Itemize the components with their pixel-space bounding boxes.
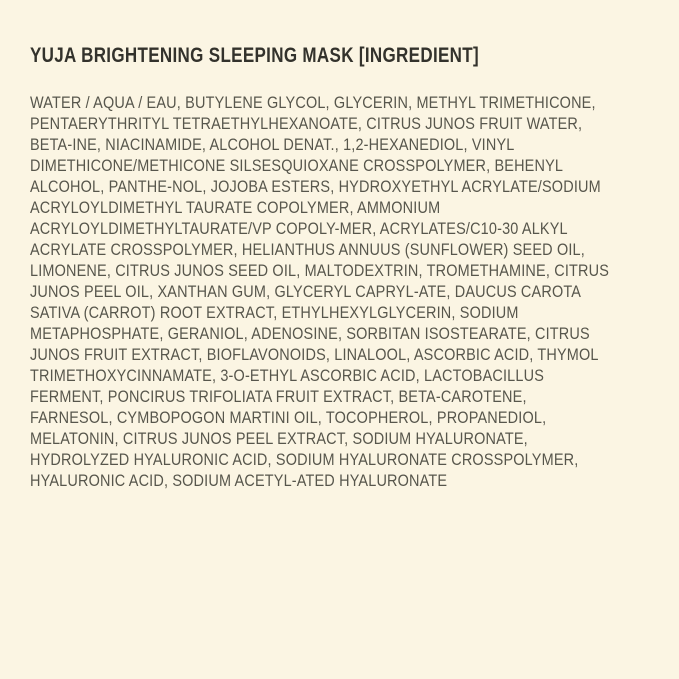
ingredient-line: JUNOS PEEL OIL, XANTHAN GUM, GLYCERYL CAPRYL-ATE, DAUCUS CAROTA bbox=[30, 282, 582, 301]
ingredient-line: JUNOS FRUIT EXTRACT, BIOFLAVONOIDS, LINALOOL, ASCORBIC ACID, THYMOL bbox=[30, 345, 599, 364]
ingredient-line: ACRYLOYLDIMETHYL TAURATE COPOLYMER, AMMONIUM bbox=[30, 198, 441, 217]
ingredient-line: FARNESOL, CYMBOPOGON MARTINI OIL, TOCOPHEROL, PROPANEDIOL, bbox=[30, 408, 547, 427]
ingredient-line: ACRYLATE CROSSPOLYMER, HELIANTHUS ANNUUS (SUNFLOWER) SEED OIL, bbox=[30, 240, 585, 259]
ingredient-line: FERMENT, PONCIRUS TRIFOLIATA FRUIT EXTRACT, BETA-CAROTENE, bbox=[30, 387, 527, 406]
ingredient-line: BETA-INE, NIACINAMIDE, ALCOHOL DENAT., 1,2-HEXANEDIOL, VINYL bbox=[30, 135, 515, 154]
ingredient-line: HYDROLYZED HYALURONIC ACID, SODIUM HYALURONATE CROSSPOLYMER, bbox=[30, 450, 579, 469]
page-title: YUJA BRIGHTENING SLEEPING MASK [INGREDIENT] bbox=[30, 44, 479, 67]
ingredient-list bbox=[30, 92, 609, 491]
ingredient-line: ACRYLOYLDIMETHYLTAURATE/VP COPOLY-MER, ACRYLATES/C10-30 ALKYL bbox=[30, 219, 568, 238]
ingredient-line: LIMONENE, CITRUS JUNOS SEED OIL, MALTODEXTRIN, TROMETHAMINE, CITRUS bbox=[30, 261, 610, 280]
ingredient-line: TRIMETHOXYCINNAMATE, 3-O-ETHYL ASCORBIC ACID, LACTOBACILLUS bbox=[30, 366, 545, 385]
ingredient-line: DIMETHICONE/METHICONE SILSESQUIOXANE CROSSPOLYMER, BEHENYL bbox=[30, 156, 564, 175]
ingredient-line: METAPHOSPHATE, GERANIOL, ADENOSINE, SORBITAN ISOSTEARATE, CITRUS bbox=[30, 324, 590, 343]
ingredient-line: WATER / AQUA / EAU, BUTYLENE GLYCOL, GLYCERIN, METHYL TRIMETHICONE, bbox=[30, 93, 596, 112]
ingredient-line: HYALURONIC ACID, SODIUM ACETYL-ATED HYALURONATE bbox=[30, 471, 448, 490]
ingredient-line: MELATONIN, CITRUS JUNOS PEEL EXTRACT, SODIUM HYALURONATE, bbox=[30, 429, 528, 448]
ingredient-line: SATIVA (CARROT) ROOT EXTRACT, ETHYLHEXYLGLYCERIN, SODIUM bbox=[30, 303, 519, 322]
ingredient-line: ALCOHOL, PANTHE-NOL, JOJOBA ESTERS, HYDROXYETHYL ACRYLATE/SODIUM bbox=[30, 177, 601, 196]
ingredient-line: PENTAERYTHRITYL TETRAETHYLHEXANOATE, CITRUS JUNOS FRUIT WATER, bbox=[30, 114, 583, 133]
